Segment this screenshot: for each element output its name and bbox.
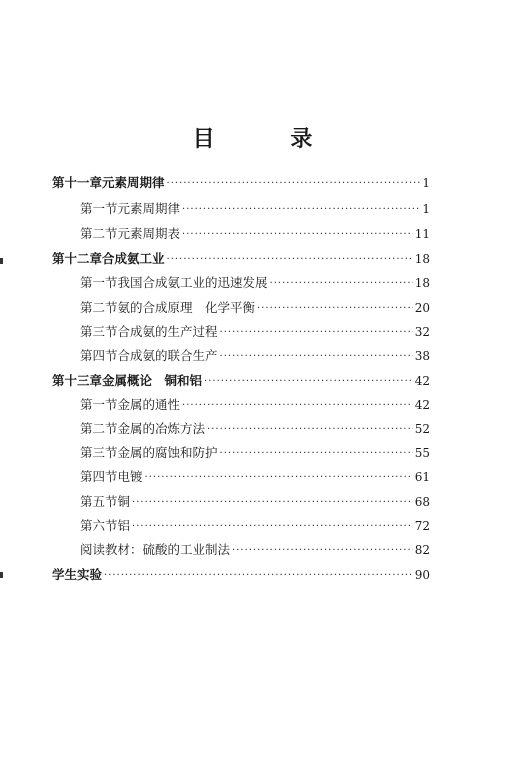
toc-leader-dots bbox=[257, 301, 413, 317]
toc-section[interactable] bbox=[80, 396, 430, 414]
toc-entry-page: 32 bbox=[414, 325, 430, 339]
toc-leader-dots bbox=[145, 470, 413, 486]
toc-chapter-11[interactable] bbox=[52, 174, 430, 192]
toc-leader-dots bbox=[232, 543, 413, 559]
toc-leader-dots bbox=[220, 446, 413, 462]
toc-entry-title: 铝 bbox=[117, 518, 131, 533]
toc-entry-label: 第六节 bbox=[80, 518, 118, 533]
toc-section[interactable] bbox=[80, 274, 430, 292]
toc-entry-title: 电镀 bbox=[117, 469, 143, 484]
toc-entry-page: 42 bbox=[414, 374, 430, 388]
toc-entry-label: 阅读教材： bbox=[80, 542, 143, 557]
toc-entry-label: 第三节 bbox=[80, 445, 118, 460]
toc-entry-label: 第五节 bbox=[80, 494, 118, 509]
toc-leader-dots bbox=[132, 495, 413, 511]
toc-entry-page: 52 bbox=[414, 422, 430, 436]
toc-entry-label: 第四节 bbox=[80, 348, 118, 363]
toc-entry-label: 第二节 bbox=[80, 226, 118, 241]
toc-entry-title: 元素周期表 bbox=[117, 226, 181, 241]
toc-section[interactable] bbox=[80, 225, 430, 243]
toc-entry-page: 1 bbox=[422, 176, 430, 190]
toc-entry-title: 铜 bbox=[117, 494, 131, 509]
toc-student-experiments[interactable] bbox=[52, 566, 430, 584]
toc-leader-dots bbox=[182, 202, 420, 218]
toc-leader-dots bbox=[167, 176, 421, 192]
toc-entry-title: 金属的冶炼方法 bbox=[117, 421, 206, 436]
toc-entry-title: 元素周期律 bbox=[102, 175, 165, 190]
toc-entry-page: 55 bbox=[414, 446, 430, 460]
toc-section[interactable] bbox=[80, 347, 430, 365]
toc-section[interactable] bbox=[80, 468, 430, 486]
toc-entry-label: 第一节 bbox=[80, 201, 118, 216]
toc-leader-dots bbox=[220, 349, 413, 365]
toc-leader-dots bbox=[182, 227, 413, 243]
toc-entry-page: 68 bbox=[414, 495, 430, 509]
toc-reading-material[interactable] bbox=[80, 541, 430, 559]
toc-leader-dots bbox=[207, 422, 413, 438]
toc-entry-page: 90 bbox=[414, 568, 430, 582]
toc-entry-title: 金属的通性 bbox=[117, 397, 181, 412]
toc-entry-label: 第二节 bbox=[80, 421, 118, 436]
toc-section[interactable] bbox=[80, 200, 430, 218]
scan-edge-mark bbox=[0, 258, 3, 264]
toc-chapter-13[interactable] bbox=[52, 372, 430, 390]
toc-section[interactable] bbox=[80, 420, 430, 438]
toc-section[interactable] bbox=[80, 323, 430, 341]
toc-leader-dots bbox=[104, 568, 413, 584]
toc-entry-page: 61 bbox=[414, 470, 430, 484]
toc-entry-title: 硫酸的工业制法 bbox=[142, 542, 231, 557]
toc-entry-title: 金属的腐蚀和防护 bbox=[117, 445, 218, 460]
toc-entry-page: 11 bbox=[414, 227, 430, 241]
toc-entry-label: 第四节 bbox=[80, 469, 118, 484]
toc-entry-title: 氨的合成原理 化学平衡 bbox=[117, 300, 256, 315]
toc-entry-title: 合成氨工业 bbox=[102, 251, 165, 266]
toc-leader-dots bbox=[204, 374, 413, 390]
toc-entry-label: 第十二章 bbox=[52, 251, 103, 266]
toc-leader-dots bbox=[132, 519, 413, 535]
toc-entry-page: 38 bbox=[414, 349, 430, 363]
toc-entry-title: 元素周期律 bbox=[117, 201, 181, 216]
toc-entry-label: 第三节 bbox=[80, 324, 118, 339]
toc-leader-dots bbox=[270, 276, 413, 292]
toc-entry-page: 20 bbox=[414, 301, 430, 315]
toc-section[interactable] bbox=[80, 517, 430, 535]
toc-section[interactable] bbox=[80, 444, 430, 462]
toc-leader-dots bbox=[220, 325, 413, 341]
toc-section[interactable] bbox=[80, 493, 430, 511]
toc-entry-title: 我国合成氨工业的迅速发展 bbox=[117, 275, 268, 290]
toc-entry-label: 第一节 bbox=[80, 397, 118, 412]
toc-entry-page: 1 bbox=[422, 202, 430, 216]
page-title: 目 录 bbox=[192, 127, 347, 152]
toc-chapter-12[interactable] bbox=[52, 250, 430, 268]
toc-entry-title: 合成氨的生产过程 bbox=[117, 324, 218, 339]
toc-entry-title: 学生实验 bbox=[52, 567, 103, 582]
toc-entry-label: 第一节 bbox=[80, 275, 118, 290]
toc-entry-page: 82 bbox=[414, 543, 430, 557]
scan-edge-mark bbox=[0, 572, 3, 578]
toc-entry-title: 金属概论 铜和铝 bbox=[102, 373, 203, 388]
toc-entry-page: 42 bbox=[414, 398, 430, 412]
toc-entry-label: 第十一章 bbox=[52, 175, 103, 190]
toc-leader-dots bbox=[167, 252, 413, 268]
toc-entry-title: 合成氨的联合生产 bbox=[117, 348, 218, 363]
toc-section[interactable] bbox=[80, 299, 430, 317]
toc-entry-page: 72 bbox=[414, 519, 430, 533]
toc-entry-page: 18 bbox=[414, 276, 430, 290]
toc-leader-dots bbox=[182, 398, 413, 414]
toc-entry-page: 18 bbox=[414, 252, 430, 266]
toc-entry-label: 第十三章 bbox=[52, 373, 103, 388]
toc-entry-label: 第二节 bbox=[80, 300, 118, 315]
